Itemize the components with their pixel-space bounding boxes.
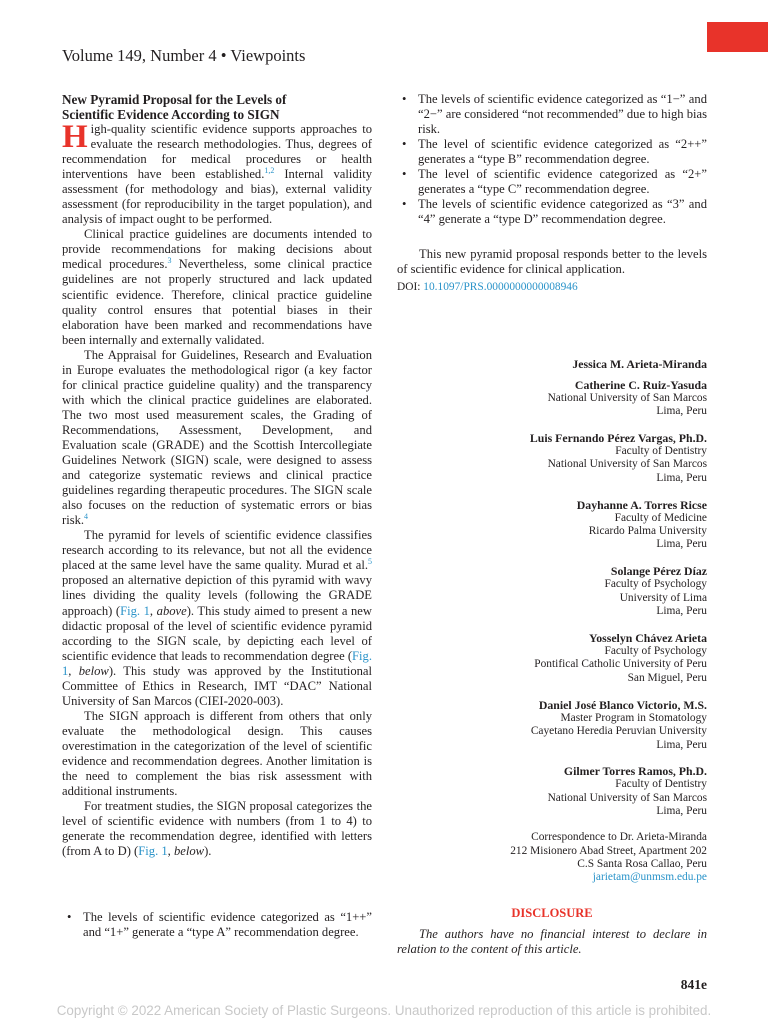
author-block [430, 698, 707, 752]
left-column [62, 92, 372, 859]
author-name: Catherine C. Ruiz-Yasuda [574, 377, 707, 392]
affiliation-line: University of Lima [619, 591, 707, 604]
paragraph-text: Internal validity assessment (for methodology and bias), external validity assessment (for reproducibility in the target population), and analysis of impact ought to be performed. [62, 167, 372, 227]
affiliation-line: National University of San Marcos [547, 391, 707, 404]
left-bullet-list [62, 910, 372, 940]
paragraph-pyramid [62, 528, 372, 709]
affiliation-line: Lima, Peru [656, 538, 707, 551]
affiliation-line: Faculty of Dentistry [615, 444, 707, 457]
affiliation-line: Lima, Peru [656, 471, 707, 484]
figure-link[interactable]: Fig. 1 [120, 603, 150, 618]
author-block [430, 498, 707, 552]
author-name: Daniel José Blanco Victorio, M.S. [538, 697, 707, 712]
paragraph-sign-approach [62, 709, 372, 799]
paragraph-intro [62, 119, 372, 227]
article-title-line1: New Pyramid Proposal for the Levels of [62, 92, 287, 107]
correspondence-line: Correspondence to Dr. Arieta-Miranda [531, 831, 707, 844]
author-block [430, 357, 707, 371]
affiliation-line: National University of San Marcos [547, 458, 707, 471]
drop-cap: H [62, 119, 88, 155]
paragraph-text: , [167, 844, 174, 859]
affiliation-line: Lima, Peru [656, 738, 707, 751]
correspondence-block [430, 831, 707, 885]
disclosure-heading: DISCLOSURE [511, 906, 593, 920]
paragraph-text: The Appraisal for Guidelines, Research and Evaluation in Europe evaluates the methodological rigor (a key factor for clinical practice guideline quality) and the transparency with which the clinical practice guidelines are elaborated. The two most used measurement scales, the Grading of Recommendations, Assessment, Development, and Evaluation scale (GRADE) and the Scottish Intercollegiate Guidelines Network (SIGN) scale, were designed to assess and categorize systematic reviews and clinical practice guidelines regarding therapeutic procedures. The SIGN scale also focuses on the reduction of systematic errors or bias risk. [62, 347, 372, 528]
paragraph-text: ). This study was approved by the Institutional Committee of Ethics in Research, IMT “DAC” National University of San Marcos (CIEI-2020-003). [62, 663, 373, 708]
doi-link[interactable]: 10.1097/PRS.0000000000008946 [423, 280, 578, 293]
author-block [430, 564, 707, 618]
paragraph-text: Nevertheless, some clinical practice guidelines are not properly structured and lack updated scientific evidence. Therefore, clinical practice guideline quality control ensures that potential biases in their elaboration have been marked and recommendations have been internally and externally validated. [62, 257, 372, 347]
figure-position: below [78, 663, 109, 678]
paragraph-text: , [68, 663, 79, 678]
figure-position: above [156, 603, 187, 618]
article-title [62, 92, 372, 122]
author-name: Solange Pérez Díaz [610, 564, 707, 579]
paragraph-text: igh-quality scientific evidence supports approaches to evaluate the research methodologies. Thus, degrees of recommendation for medical procedures or health interventions have been established. [62, 122, 372, 182]
bullet-item: • The levels of scientific evidence categorized as “1−” and “2−” are considered “not recommended” due to high bias risk. [397, 92, 707, 137]
doi-label: DOI: [397, 280, 424, 293]
affiliation-line: Faculty of Medicine [614, 511, 707, 524]
paragraph-text: ). [204, 844, 212, 859]
paragraph-text: For treatment studies, the SIGN proposal categorizes the level of scientific evidence with numbers (from 1 to 4) to generate the recommendation degree, identified with letters (from A to D) ( [62, 799, 372, 859]
author-block [430, 631, 707, 685]
journal-tab-marker [707, 22, 768, 52]
author-block [430, 378, 707, 419]
affiliation-line: Faculty of Psychology [604, 644, 707, 657]
figure-position: below [173, 844, 205, 859]
affiliation-line: Pontifical Catholic University of Peru [534, 658, 707, 671]
paragraph-text: Clinical practice guidelines are documents intended to provide recommendations for making decisions about medical procedures. [62, 227, 372, 272]
doi [397, 280, 707, 295]
author-name: Luis Fernando Pérez Vargas, Ph.D. [529, 430, 707, 445]
paragraph-guidelines [62, 227, 372, 347]
running-header: Volume 149, Number 4 • Viewpoints [62, 46, 306, 65]
affiliation-line: Master Program in Stomatology [560, 711, 707, 724]
bullet-item: • The level of scientific evidence categorized as “2+” generates a “type C” recommendation degree. [397, 167, 707, 197]
author-block [430, 764, 707, 818]
author-name: Yosselyn Chávez Arieta [589, 630, 707, 645]
affiliation-line: Faculty of Dentistry [615, 778, 707, 791]
author-name: Dayhanne A. Torres Ricse [576, 497, 707, 512]
disclosure-text: The authors have no financial interest to declare in relation to the content of this article. [397, 927, 707, 957]
paragraph-text: The SIGN approach is different from others that only evaluate the methodological design. This causes overestimation in the categorization of the level of scientific evidence and recommendation degrees. Another limitation is the need to complement the bias risk assessment with additional instruments. [62, 708, 372, 799]
copyright-notice: Copyright © 2022 American Society of Plastic Surgeons. Unauthorized reproduction of this article is prohibited. [56, 1003, 712, 1018]
figure-link[interactable]: Fig. 1 [62, 648, 372, 678]
affiliation-line: Ricardo Palma University [588, 524, 707, 537]
paragraph-text: ). This study aimed to present a new didactic proposal of the level of scientific evidence pyramid according to the SIGN scale, by depicting each level of scientific evidence that leads to recommendation degree ( [62, 603, 372, 663]
right-bullet-list [397, 92, 707, 227]
affiliation-line: National University of San Marcos [547, 791, 707, 804]
affiliation-line: Faculty of Psychology [604, 578, 707, 591]
correspondence-line: 212 Misionero Abad Street, Apartment 202 [510, 844, 707, 857]
correspondence-line: C.S Santa Rosa Callao, Peru [577, 857, 707, 870]
bullet-item: • The level of scientific evidence categorized as “2++” generates a “type B” recommendation degree. [397, 137, 707, 167]
paragraph-text: The pyramid for levels of scientific evidence classifies research according to its relevance, but not all the evidence placed at the same level have the same quality. Murad et al. [62, 528, 372, 573]
author-list [430, 357, 707, 885]
right-column [397, 92, 707, 295]
affiliation-line: Lima, Peru [656, 404, 707, 417]
bullet-item: • The levels of scientific evidence categorized as “1++” and “1+” generate a “type A” recommendation degree. [62, 910, 372, 940]
reference-link[interactable]: 4 [84, 512, 89, 522]
figure-link[interactable]: Fig. 1 [138, 844, 168, 859]
author-name: Gilmer Torres Ramos, Ph.D. [563, 764, 707, 779]
author-name: Jessica M. Arieta-Miranda [572, 357, 707, 371]
email-link[interactable]: jarietam@unmsm.edu.pe [592, 871, 707, 884]
bullet-item: • The levels of scientific evidence categorized as “3” and “4” generate a “type D” recommendation degree. [397, 197, 707, 227]
author-block [430, 431, 707, 485]
paragraph-treatment [62, 799, 372, 859]
reference-link[interactable]: 3 [167, 256, 172, 266]
paragraph-text: , [149, 603, 157, 618]
page-number: 841e [680, 977, 707, 992]
paragraph-text: proposed an alternative depiction of this pyramid with wavy lines dividing the quality levels (following the GRADE approach) ( [62, 573, 372, 618]
affiliation-line: Lima, Peru [656, 605, 707, 618]
reference-link[interactable]: 5 [368, 557, 372, 567]
affiliation-line: Lima, Peru [656, 805, 707, 818]
affiliation-line: Cayetano Heredia Peruvian University [530, 725, 707, 738]
paragraph-appraisal [62, 348, 372, 529]
paragraph-closing: This new pyramid proposal responds better to the levels of scientific evidence for clinical application. [397, 247, 707, 277]
affiliation-line: San Miguel, Peru [627, 671, 707, 684]
article-title-line2: Scientific Evidence According to SIGN [62, 107, 280, 122]
reference-link[interactable]: 1,2 [264, 165, 275, 175]
